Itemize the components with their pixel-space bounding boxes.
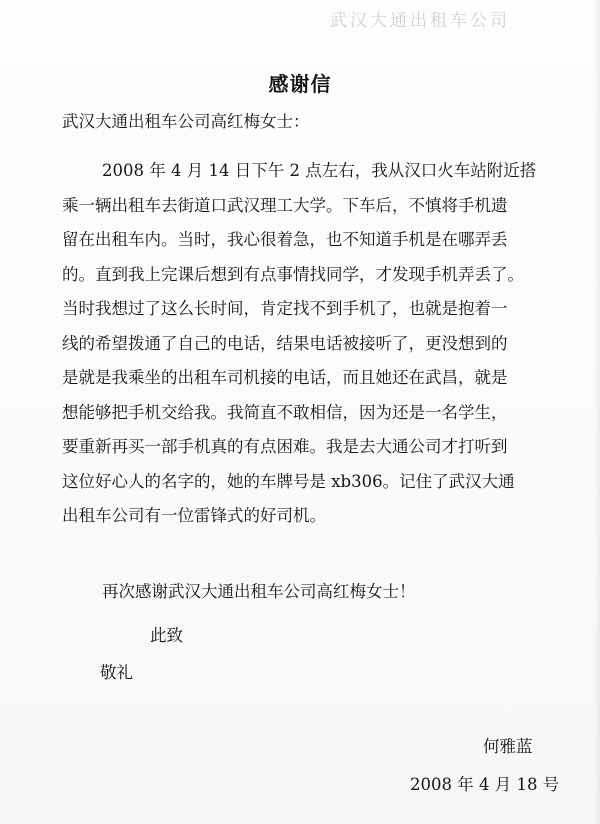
- body-paragraph: [62, 154, 552, 534]
- body-line: 乘一辆出租车去街道口武汉理工大学。下车后，不慎将手机遗: [62, 195, 508, 215]
- body-line: 这位好心人的名字的，她的车牌号是 xb306。记住了武汉大通: [62, 471, 515, 491]
- body-line: 想能够把手机交给我。我简直不敢相信，因为还是一名学生，: [62, 402, 508, 422]
- paper-edge-shadow: [594, 0, 600, 824]
- body-line: 2008 年 4 月 14 日下午 2 点左右，我从汉口火车站附近搭: [102, 161, 537, 180]
- signature: 何雅蓝: [483, 737, 533, 756]
- body-line: 的。直到我上完课后想到有点事情找同学，才发现手机弄丢了。: [62, 264, 524, 284]
- body-line: 出租车公司有一位雷锋式的好司机。: [62, 506, 326, 525]
- body-line: 要重新再买一部手机真的有点困难。我是去大通公司才打听到: [62, 437, 508, 456]
- body-line: 留在出租车内。当时，我心很着急，也不知道手机是在哪弄丢: [62, 230, 508, 249]
- body-line: 是就是我乘坐的出租车司机接的电话，而且她还在武昌，就是: [62, 368, 508, 387]
- body-line: 当时我想过了这么长时间，肯定找不到手机了，也就是抱着一: [62, 299, 508, 318]
- letter-date: 2008 年 4 月 18 号: [410, 775, 560, 794]
- letter-title: 感谢信: [268, 72, 332, 96]
- closing-ci-zhi: 此致: [150, 626, 183, 645]
- bleed-through-text: 武汉大通出租车公司: [330, 11, 510, 31]
- closing-jing-li: 敬礼: [100, 663, 133, 682]
- body-line: 线的希望拨通了自己的电话，结果电话被接听了，更没想到的: [62, 333, 508, 353]
- closing-thanks: 再次感谢武汉大通出租车公司高红梅女士！: [102, 582, 416, 601]
- salutation: 武汉大通出租车公司高红梅女士：: [62, 112, 310, 131]
